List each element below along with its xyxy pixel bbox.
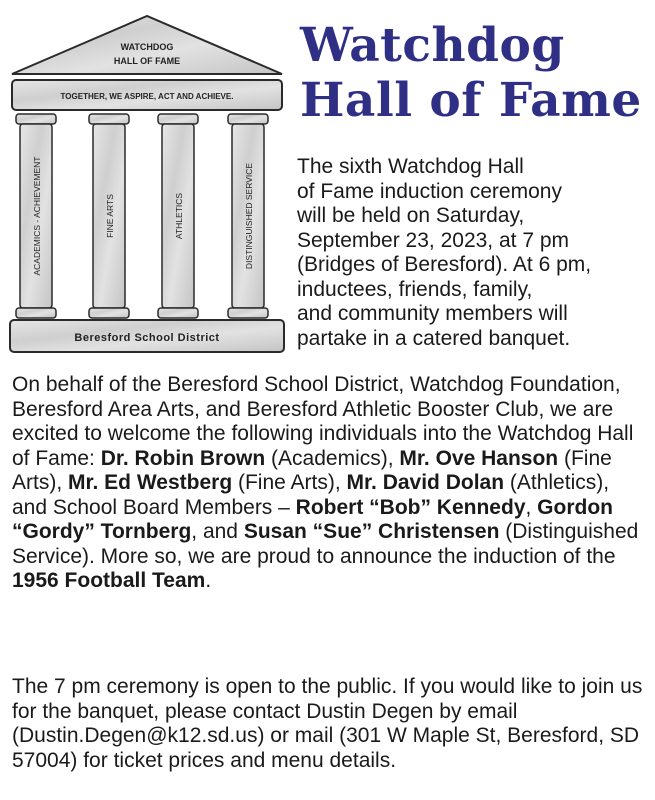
inductee-name: Dr. Robin Brown [100,446,266,470]
logo-motto: TOGETHER, WE ASPIRE, ACT AND ACHIEVE. [60,92,234,101]
pillar-base [89,308,129,318]
inductee-name: Gordon “Gordy” Tornberg [12,495,613,543]
pillar-base [228,308,268,318]
intro-line: of Fame induction ceremony [297,179,562,203]
pillar-label-distinguished-service: DISTINGUISHED SERVICE [244,162,254,270]
pillar-cap [228,114,268,124]
contact-paragraph: The 7 pm ceremony is open to the public. If you would like to join us for the banquet, please contact Dustin Degen by email (Dustin.Degen@k12.sd.us) or mail (301 W Maple St, Beresford, SD 57004) for ticket prices and menu details. [12,675,643,772]
pillar-label-athletics: ATHLETICS [174,192,184,240]
inductee-name: Mr. Ove Hanson [399,446,559,470]
intro-line: will be held on Saturday, [297,204,525,227]
title-line2: Hall of Fame [300,73,642,128]
logo-roof-line1: WATCHDOG [120,42,174,52]
body-text: (Fine Arts), [12,446,612,494]
pillar-base [158,308,198,318]
pillar-cap [89,114,129,124]
pillar-cap [158,114,198,124]
pillar-label-fine-arts: FINE ARTS [105,194,115,238]
inductee-name: Susan “Sue” Christensen [243,520,500,543]
logo-roof-line2: HALL OF FAME [113,56,181,66]
body-text: On behalf of the Beresford School District, Watchdog Foundation, Beresford Area Arts, and Beresford Athletic Booster Club, we are excited to welcome the following individuals into the Watchdog Hall of Fame: [12,373,634,470]
body-text: (Fine Arts), [232,471,347,494]
body-text: , and [191,520,244,543]
pillar-label-academics: ACADEMICS - ACHIEVEMENT [32,156,42,276]
logo-base-label: Beresford School District [74,332,220,344]
inductees-paragraph [12,373,647,594]
intro-line: The sixth Watchdog Hall [297,155,524,178]
intro-line: (Bridges of Beresford). At 6 pm, [297,253,592,276]
pillar-cap [16,114,56,124]
body-text: . [205,569,212,592]
intro-line: inductees, friends, family, [297,277,533,301]
inductee-name: Mr. Ed Westberg [68,471,233,494]
body-text: (Distinguished Service). More so, we are proud to announce the induction of the [12,520,639,568]
inductee-name: Mr. David Dolan [346,471,505,494]
body-text: (Athletics), and School Board Members – [12,471,610,519]
intro-paragraph [297,155,647,351]
inductee-name: Robert “Bob” Kennedy [295,495,526,519]
body-text: (Academics), [265,446,400,470]
intro-line: and community members will [297,302,568,325]
intro-line: September 23, 2023, at 7 pm [297,228,570,252]
pillar-base [16,308,56,318]
inductee-team: 1956 Football Team [12,569,206,592]
page-title [300,18,642,128]
title-line1: Watchdog [300,18,565,73]
body-text: , [525,495,538,519]
hall-of-fame-logo [8,10,286,355]
intro-line: partake in a catered banquet. [297,326,571,350]
